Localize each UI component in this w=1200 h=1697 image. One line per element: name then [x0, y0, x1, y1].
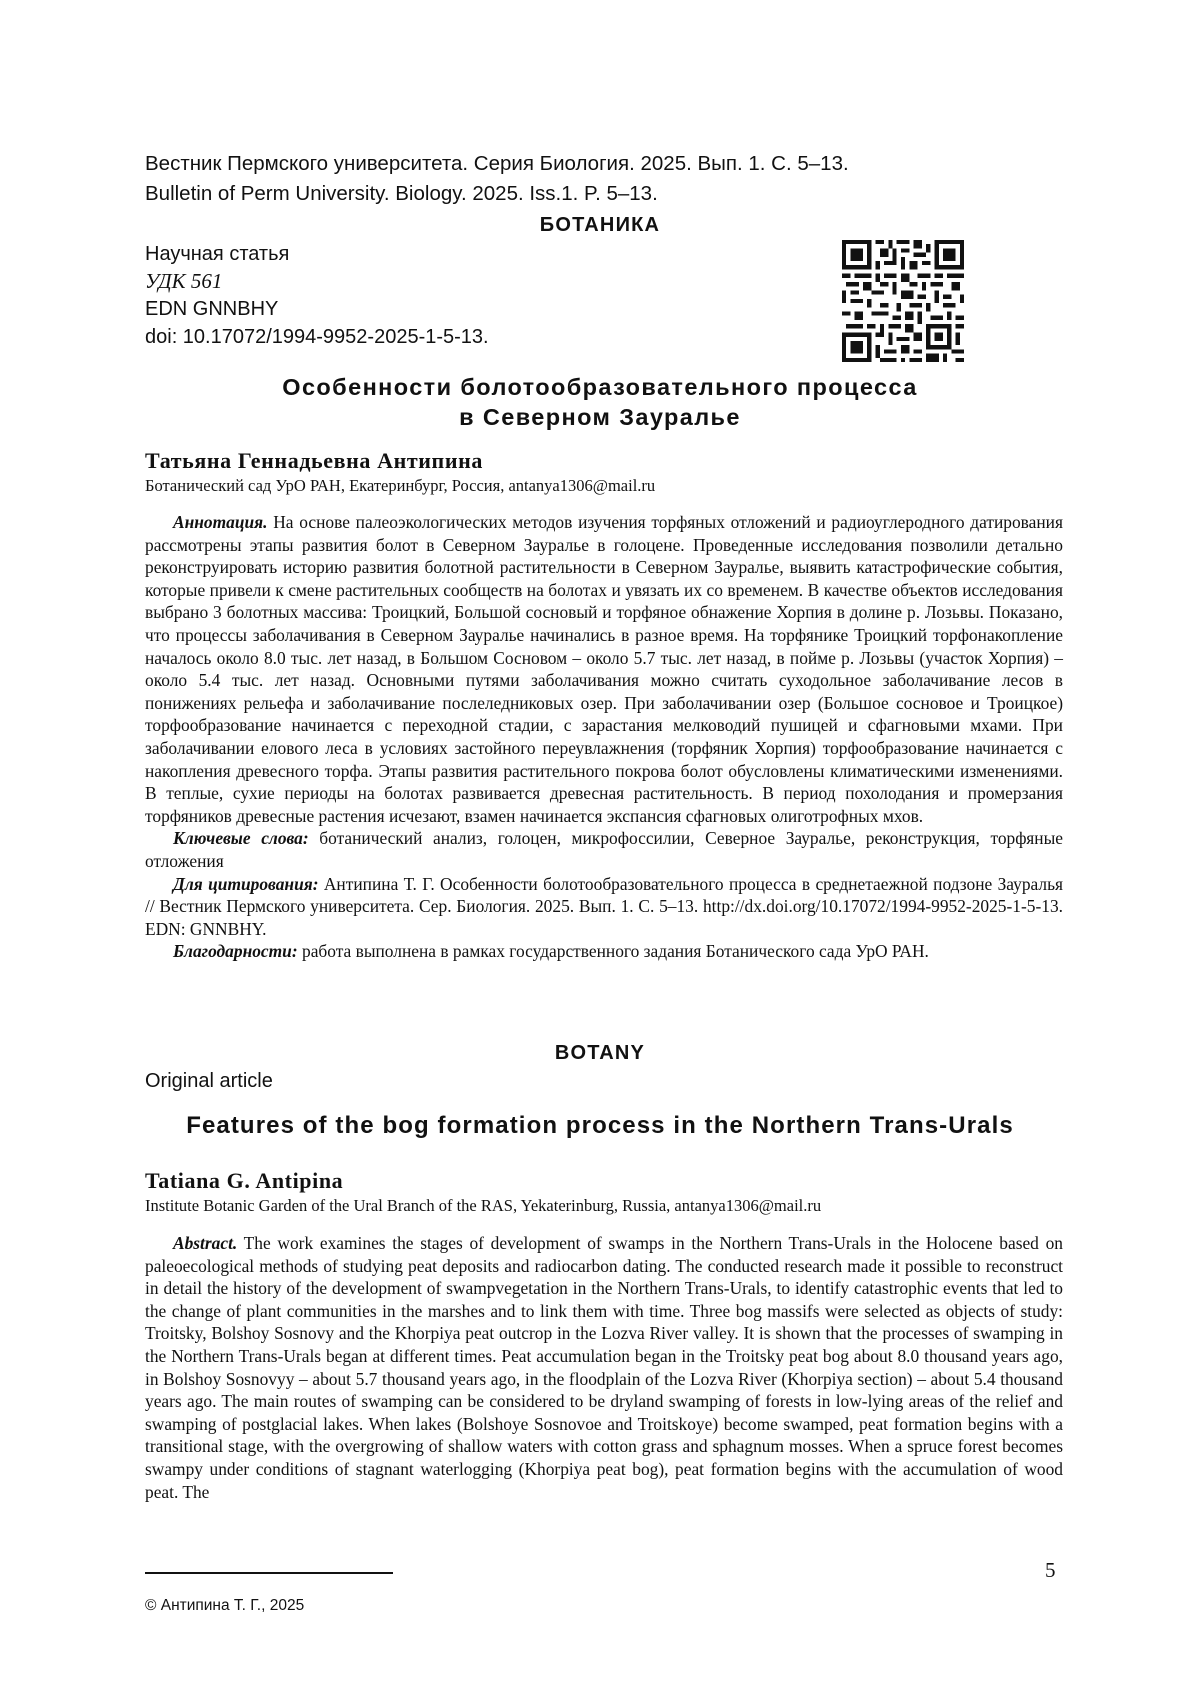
doi: doi: 10.17072/1994-9952-2025-1-5-13. — [145, 326, 489, 349]
udc-code: УДК 561 — [145, 269, 222, 294]
article-type-ru: Научная статья — [145, 243, 289, 266]
keywords-text-ru: ботанический анализ, голоцен, микрофоссилии, Северное Зауралье, реконструкция, торфяные отложения — [145, 828, 1063, 871]
article-title-en: Features of the bog formation process in the Northern Trans-Urals — [0, 1112, 1200, 1140]
copyright-notice: © Антипина Т. Г., 2025 — [145, 1597, 304, 1615]
journal-citation-en: Bulletin of Perm University. Biology. 2025. Iss.1. P. 5–13. — [145, 182, 658, 206]
abstract-en — [145, 1232, 1063, 1503]
section-heading-ru: БОТАНИКА — [0, 214, 1200, 237]
journal-citation-ru: Вестник Пермского университета. Серия Биология. 2025. Вып. 1. С. 5–13. — [145, 152, 849, 176]
citation-ru — [145, 873, 1063, 941]
footnote-divider — [145, 1572, 393, 1574]
thanks-text-ru: работа выполнена в рамках государственного задания Ботанического сада УрО РАН. — [302, 941, 929, 961]
thanks-ru — [145, 940, 1063, 963]
article-title-ru-line1: Особенности болотообразовательного процесса — [0, 372, 1200, 402]
abstract-text-ru: На основе палеоэкологических методов изучения торфяных отложений и радиоуглеродного датирования рассмотрены этапы развития болот в Северном Зауралье в голоцене. Проведенные исследования позволили детально реконструировать историю развития болотной растительности в Северном Зауралье, выявить катастрофические события, которые привели к смене растительных сообществ на болотах и увязать их со временем. В качестве объектов исследования выбрано 3 болотных массива: Троицкий, Большой сосновый и торфяное обнажение Хорпия в долине р. Лозьвы. Показано, что процессы заболачивания в Северном Зауралье начинались в разное время. На торфянике Троицкий торфонакопление началось около 8.0 тыс. лет назад, в Большом Сосновом – около 5.7 тыс. лет назад, в пойме р. Лозьвы (участок Хорпия) – около 5.4 тыс. лет назад. Основными путями заболачивания можно считать суходольное заболачивание лесов в понижениях рельефа и заболачивание послеледниковых озер. При заболачивании озер (Большое сосновое и Троицкое) торфообразование начинается с переходной стадии, с зарастания мелководий пушицей и сфагновыми мхами. При заболачивании елового леса в условиях застойного переувлажнения (торфяник Хорпия) торфообразование начинается с накопления древесного торфа. Этапы развития растительного покрова болот обусловлены климатическими изменениями. В теплые, сухие периоды на болотах развивается древесная растительность. В период похолодания и промерзания торфяников древесные растения исчезают, взамен начинается экспансия сфагновых олиготрофных мхов. — [145, 512, 1063, 826]
thanks-label-ru: Благодарности: — [173, 941, 298, 961]
keywords-label-ru: Ключевые слова: — [173, 828, 309, 848]
author-name-ru: Татьяна Геннадьевна Антипина — [145, 448, 483, 474]
keywords-ru — [145, 827, 1063, 872]
page-number: 5 — [1045, 1558, 1056, 1583]
abstract-text-en: The work examines the stages of development of swamps in the Northern Trans-Urals in the Holocene based on paleoecological methods of studying peat deposits and radiocarbon dating. The conducted research made it possible to reconstruct in detail the history of the development of swampvegetation in the Northern Trans-Urals, to identify catastrophic events that led to the change of plant communities in the marshes and to link them with time. Three bog massifs were selected as objects of study: Troitsky, Bolshoy Sosnovy and the Khorpiya peat outcrop in the Lozva River valley. It is shown that the processes of swamping in the Northern Trans-Urals began at different times. Peat accumulation began in the Troitsky peat bog about 8.0 thousand years ago, in Bolshoy Sosnovyy – about 5.7 thousand years ago, in the floodplain of the Lozva River (Khorpiya section) – about 5.4 thousand years ago. The main routes of swamping can be considered to be dryland swamping of forests in low-lying areas of the relief and swamping of postglacial lakes. When lakes (Bolshoye Sosnovoe and Troitskoye) become swamped, peat formation begins with a transitional stage, with the overgrowing of shallow waters with cotton grass and sphagnum mosses. When a spruce forest becomes swampy under conditions of stagnant waterlogging (Khorpiya peat bog), peat formation begins with the accumulation of wood peat. The — [145, 1233, 1063, 1502]
citation-label-ru: Для цитирования: — [173, 874, 319, 894]
abstract-ru — [145, 511, 1063, 827]
abstract-block-en — [145, 1232, 1063, 1503]
section-heading-en: BOTANY — [0, 1042, 1200, 1065]
qr-code-icon — [842, 240, 964, 362]
author-affiliation-ru: Ботанический сад УрО РАН, Екатеринбург, Россия, antanya1306@mail.ru — [145, 476, 655, 496]
abstract-label-en: Abstract. — [173, 1233, 237, 1253]
article-title-ru-line2: в Северном Зауралье — [0, 402, 1200, 432]
edn-code: EDN GNNBHY — [145, 298, 278, 321]
article-type-en: Original article — [145, 1070, 273, 1093]
abstract-label-ru: Аннотация. — [173, 512, 267, 532]
author-name-en: Tatiana G. Antipina — [145, 1168, 343, 1194]
citation-text-ru: Антипина Т. Г. Особенности болотообразовательного процесса в среднетаежной подзоне Зауралья // Вестник Пермского университета. Сер. Биология. 2025. Вып. 1. С. 5–13. http://dx.doi.org/10.17072/1994-9952-2025-1-5-13. EDN: GNNBHY. — [145, 874, 1063, 939]
abstract-block-ru — [145, 511, 1063, 963]
author-affiliation-en: Institute Botanic Garden of the Ural Branch of the RAS, Yekaterinburg, Russia, antanya1306@mail.ru — [145, 1196, 821, 1216]
article-title-ru — [0, 372, 1200, 432]
